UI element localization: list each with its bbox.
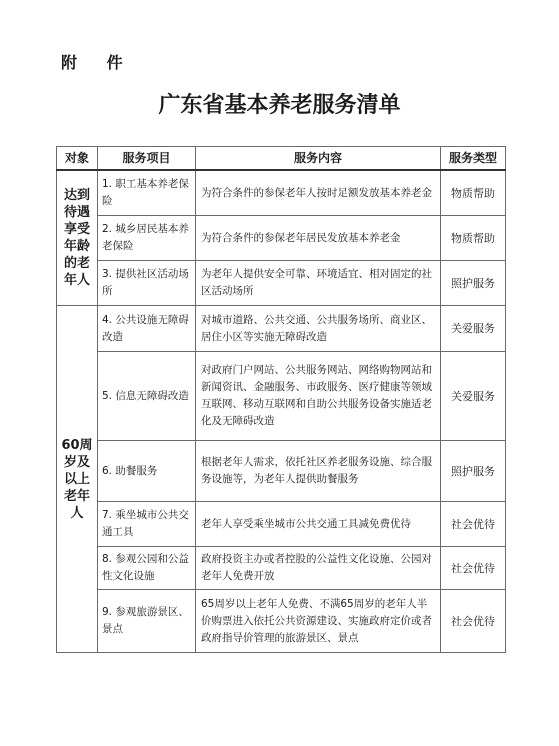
column-header-item: 服务项目 [98,147,196,171]
object-cell-retirement-age: 达到待遇享受年龄的老年人 [57,170,98,306]
service-content: 根据老年人需求，依托社区养老服务设施、综合服务设施等，为老年人提供助餐服务 [196,441,441,502]
service-type: 物质帮助 [441,216,506,261]
service-item: 3. 提供社区活动场所 [98,261,196,306]
service-type: 社会优待 [441,547,506,590]
service-content: 为符合条件的参保老年人按时足额发放基本养老金 [196,170,441,216]
table-row [57,502,506,547]
table-row [57,547,506,590]
service-item: 2. 城乡居民基本养老保险 [98,216,196,261]
column-header-type: 服务类型 [441,147,506,171]
service-item: 8. 参观公园和公益性文化设施 [98,547,196,590]
object-cell-60-plus: 60周岁及以上老年人 [57,306,98,653]
table-row [57,590,506,653]
service-item: 5. 信息无障碍改造 [98,352,196,441]
table-row [57,216,506,261]
table-row [57,306,506,352]
service-type: 社会优待 [441,590,506,653]
service-content: 对政府门户网站、公共服务网站、网络购物网站和新闻资讯、金融服务、市政服务、医疗健康等领域互联网、移动互联网和自助公共服务设备实施适老化及无障碍改造 [196,352,441,441]
table-row [57,441,506,502]
service-item: 9. 参观旅游景区、景点 [98,590,196,653]
attachment-label: 附 件 [61,53,135,72]
service-content: 老年人享受乘坐城市公共交通工具减免费优待 [196,502,441,547]
table-row [57,170,506,216]
service-content: 对城市道路、公共交通、公共服务场所、商业区、居住小区等实施无障碍改造 [196,306,441,352]
service-item: 4. 公共设施无障碍改造 [98,306,196,352]
page-title: 广东省基本养老服务清单 [158,92,401,118]
service-type: 物质帮助 [441,170,506,216]
service-content: 政府投资主办或者控股的公益性文化设施、公园对老年人免费开放 [196,547,441,590]
service-type: 关爱服务 [441,306,506,352]
service-content: 为老年人提供安全可靠、环境适宜、相对固定的社区活动场所 [196,261,441,306]
service-type: 社会优待 [441,502,506,547]
service-content: 65周岁以上老年人免费、不满65周岁的老年人半价购票进入依托公共资源建设、实施政府定价或者政府指导价管理的旅游景区、景点 [196,590,441,653]
service-content: 为符合条件的参保老年居民发放基本养老金 [196,216,441,261]
service-item: 1. 职工基本养老保险 [98,170,196,216]
service-list-table [56,146,506,653]
column-header-object: 对象 [57,147,98,171]
column-header-content: 服务内容 [196,147,441,171]
table-row [57,352,506,441]
service-type: 照护服务 [441,441,506,502]
service-type: 关爱服务 [441,352,506,441]
table-row [57,261,506,306]
service-item: 7. 乘坐城市公共交通工具 [98,502,196,547]
service-type: 照护服务 [441,261,506,306]
table-header-row [57,147,506,171]
service-item: 6. 助餐服务 [98,441,196,502]
